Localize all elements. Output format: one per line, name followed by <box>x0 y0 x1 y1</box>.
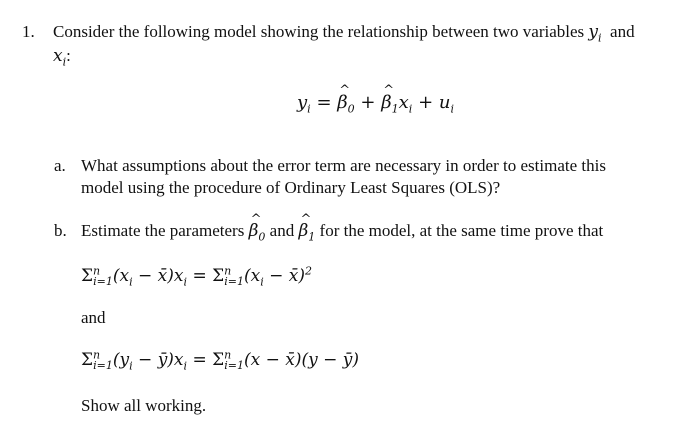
question-number: 1. <box>22 22 35 41</box>
var-y: $y_i$ <box>588 22 602 45</box>
part-a-line1: What assumptions about the error term are necessary in order to estimate this <box>81 156 606 175</box>
identity-equation-2: $\Sigma^n_{i=1}(y_i$ − $ȳ)x_i = \Sigma^n_{i=1}(x$ − x̄)(y − ȳ) <box>81 348 359 373</box>
intro-and: and <box>610 22 635 41</box>
part-a-label: a. <box>54 156 66 175</box>
part-b-prompt: Estimate the parameters ^ $\beta_0$ and ^ $\beta_1$ for the model, at the same time prove that <box>81 221 603 241</box>
part-b-label: b. <box>54 221 67 240</box>
beta1-hat: ^ β <box>381 92 391 113</box>
model-equation: $y_i$ = ^ $\beta_0$ + ^ $\beta_1x_i + u_i$ <box>297 92 454 113</box>
closing-instruction: Show all working. <box>81 396 207 415</box>
part-a-line2: model using the procedure of Ordinary Least Squares (OLS)? <box>81 178 501 197</box>
question-intro <box>53 22 635 45</box>
intro-text: Consider the following model showing the relationship between two variables <box>53 22 585 41</box>
intro-second-line: $x_i$: <box>53 46 71 69</box>
and-text: and <box>81 308 106 327</box>
beta1-hat: ^ β <box>298 221 308 241</box>
identity-equation-1: $\Sigma^n_{i=1}(x_i$ − $x̄)x_i = \Sigma^n_{i=1}(x_i$ − x̄)$^2$ <box>81 264 312 289</box>
var-x: $x_i$ <box>53 46 67 69</box>
beta0-hat: ^ β <box>249 221 259 241</box>
beta0-hat: ^ β <box>337 92 347 113</box>
